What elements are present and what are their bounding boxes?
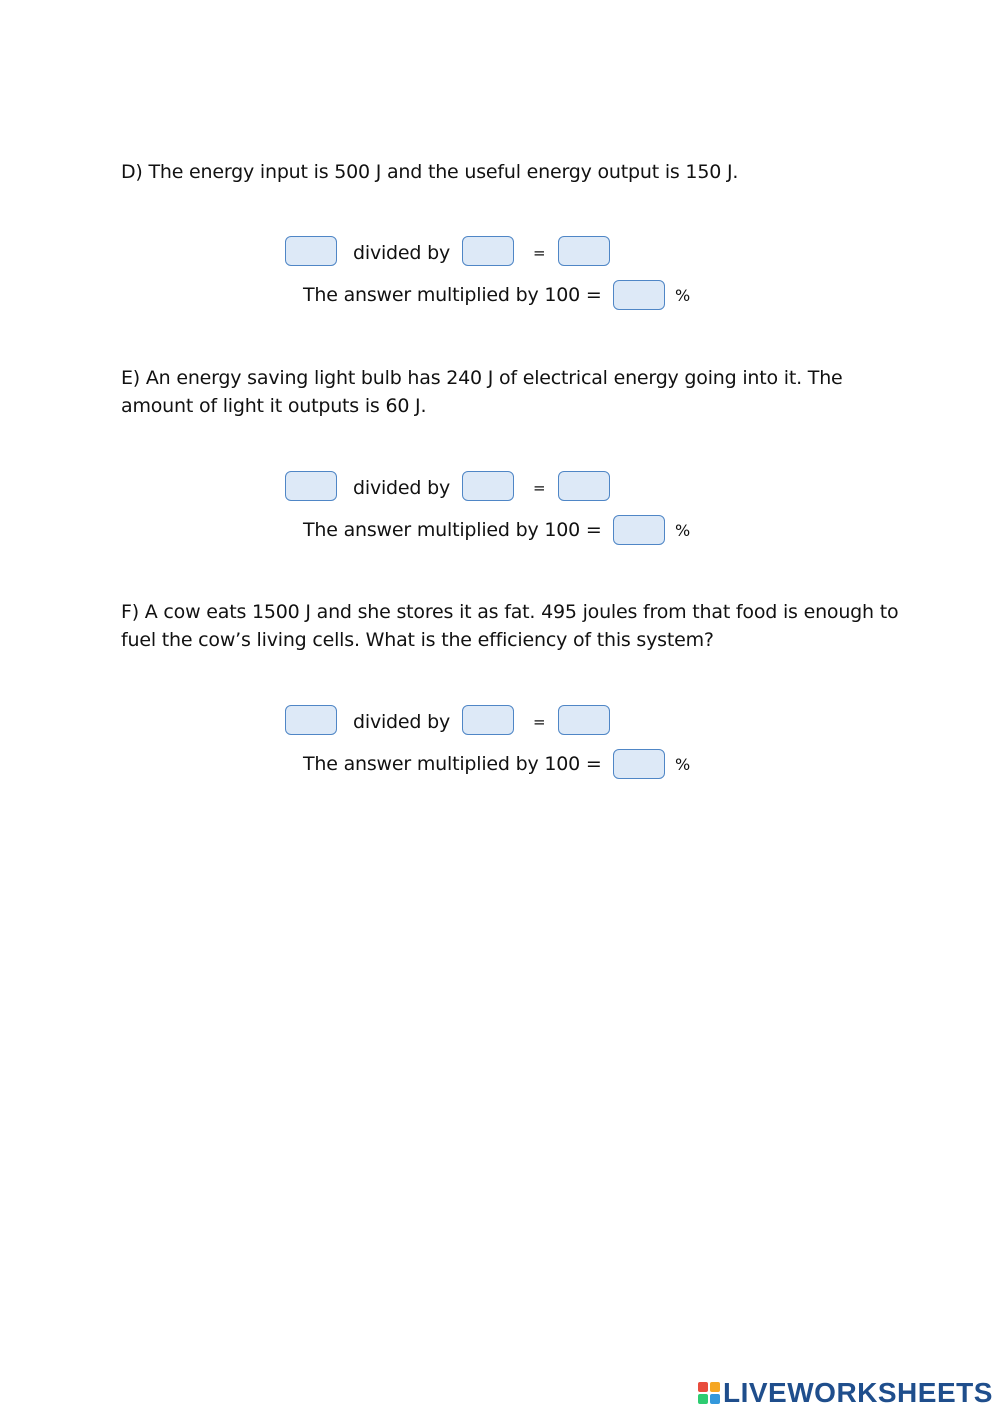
- liveworksheets-logo: [698, 1377, 993, 1409]
- question-f-percent-label: %: [675, 755, 691, 774]
- question-e-numerator-box[interactable]: [285, 471, 337, 501]
- question-e-multiply-label: The answer multiplied by 100 =: [303, 519, 602, 541]
- question-f-text: F) A cow eats 1500 J and she stores it as fat. 495 joules from that food is enough to fuel the cow’s living cells. What is the efficiency of this system?: [121, 601, 899, 651]
- question-e-calc: [0, 471, 1000, 561]
- logo-mark-square-4: [710, 1394, 720, 1404]
- question-f-calc: [0, 705, 1000, 795]
- logo-mark-square-1: [698, 1382, 708, 1392]
- question-d-equals-label: =: [533, 244, 546, 262]
- question-f-percent-box[interactable]: [613, 749, 665, 779]
- question-e-divided-by-label: divided by: [353, 477, 451, 499]
- question-f-denominator-box[interactable]: [462, 705, 514, 735]
- logo-mark-icon: [698, 1382, 720, 1404]
- question-e-text: E) An energy saving light bulb has 240 J of electrical energy going into it. The amount of light it outputs is 60 J.: [121, 367, 843, 417]
- question-d-divided-by-label: divided by: [353, 242, 451, 264]
- question-e-percent-box[interactable]: [613, 515, 665, 545]
- logo-mark-square-3: [698, 1394, 708, 1404]
- question-e-result-box[interactable]: [558, 471, 610, 501]
- question-d-percent-box[interactable]: [613, 280, 665, 310]
- question-d-numerator-box[interactable]: [285, 236, 337, 266]
- question-f-numerator-box[interactable]: [285, 705, 337, 735]
- question-f-equals-label: =: [533, 713, 546, 731]
- question-d-calc: [0, 236, 1000, 326]
- question-f-multiply-label: The answer multiplied by 100 =: [303, 753, 602, 775]
- question-d-result-box[interactable]: [558, 236, 610, 266]
- question-d-text: D) The energy input is 500 J and the useful energy output is 150 J.: [121, 161, 739, 183]
- question-e-denominator-box[interactable]: [462, 471, 514, 501]
- logo-mark-square-2: [710, 1382, 720, 1392]
- question-e-percent-label: %: [675, 521, 691, 540]
- question-d-percent-label: %: [675, 286, 691, 305]
- question-f-result-box[interactable]: [558, 705, 610, 735]
- question-d-multiply-label: The answer multiplied by 100 =: [303, 284, 602, 306]
- question-e-equals-label: =: [533, 479, 546, 497]
- logo-text: LIVEWORKSHEETS: [723, 1377, 993, 1408]
- question-d-denominator-box[interactable]: [462, 236, 514, 266]
- question-f-divided-by-label: divided by: [353, 711, 451, 733]
